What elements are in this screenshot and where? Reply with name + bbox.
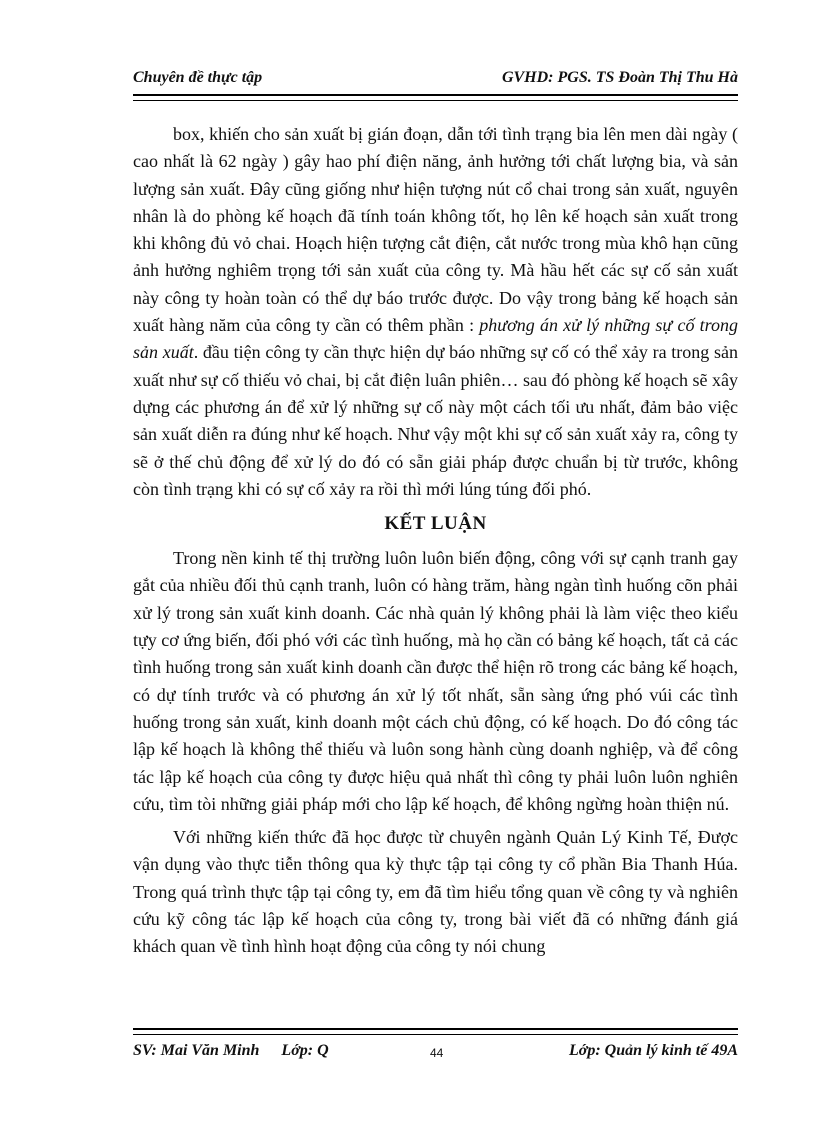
body-paragraph-2: Trong nền kinh tế thị trường luôn luôn biến động, công với sự cạnh tranh gay gắt của nhiều đối thủ cạnh tranh, luôn có hàng trăm, hàng ngàn tình huống cõn phải xử lý trong sản xuất kinh doanh. Các nhà quản lý không phải là làm việc theo kiểu tựy cơ ứng biến, đối phó với các tình huống, mà họ cần có bảng kế hoạch, tất cả các tình huống trong sản xuất kinh doanh cần được thể hiện rõ trong các bảng kế hoạch, có dự tính trước và có phương án xử lý tốt nhất, sẵn sàng ứng phó vúi các tình huống trong sản xuất, kinh doanh một cách chủ động, có kế hoạch. Do đó công tác lập kế hoạch là không thể thiếu và luôn song hành cùng doanh nghiệp, và để công tác lập kế hoạch của công ty được hiệu quả nhất thì công ty phải luôn luôn nghiên cứu, tìm tòi những giải pháp mới cho lập kế hoạch, để không ngừng hoàn thiện nú. (133, 548, 738, 814)
section-heading: KẾT LUẬN (384, 513, 487, 535)
footer-class: Lớp: Quản lý kinh tế 49A (568, 1042, 738, 1059)
body-paragraph-1 (133, 121, 738, 503)
header-rule (133, 94, 738, 101)
page-number: 44 (430, 1046, 444, 1060)
header-title: Chuyên đề thực tập (133, 69, 263, 86)
footer-rule (133, 1028, 738, 1035)
paragraph-1-text-a: box, khiến cho sản xuất bị gián đoạn, dẫn tới tình trạng bia lên men dài ngày ( cao nhất là 62 ngày ) gây hao phí điện năng, ảnh hưởng tới chất lượng bia, và sản lượng sản xuất. Đây cũng giống như hiện tượng nút cổ chai trong sản xuất, nguyên nhân là do phòng kế hoạch đã tính toán không tốt, họ lên kế hoạch sản xuất trong khi không đủ vỏ chai. Hoạch hiện tượng cắt điện, cắt nước trong mùa khô hạn cũng ảnh hưởng nghiêm trọng tới sản xuất của công ty. Mà hầu hết các sự cố sản xuất này công ty hoàn toàn có thể dự báo trước được. Do vậy trong bảng kế hoạch sản xuất hàng năm của công ty cần có thêm phần : (133, 124, 738, 336)
page-body (133, 121, 738, 961)
paragraph-1-emphasis: phương án xử lý những sự cố trong sản xuất (133, 315, 739, 363)
body-paragraph-3: Với những kiến thức đã học được từ chuyên ngành Quản Lý Kinh Tế, Được vận dụng vào thực tiễn thông qua kỳ thực tập tại công ty cổ phần Bia Thanh Húa. Trong quá trình thực tập tại công ty, em đã tìm hiểu tổng quan về công ty và nghiên cứu kỹ công tác lập kế hoạch của công ty, trong bài viết đã có những đánh giá khách quan về tình hình hoạt động của công ty nói chung (133, 827, 738, 957)
footer-student (133, 1042, 329, 1060)
header-advisor: GVHD: PGS. TS Đoàn Thị Thu Hà (501, 69, 738, 86)
student-name: SV: Mai Văn Minh (133, 1042, 260, 1059)
student-class-short: Lớp: Q (281, 1042, 329, 1059)
page-header (133, 66, 738, 92)
page-footer (133, 1040, 738, 1064)
paragraph-1-text-b: . đầu tiện công ty cần thực hiện dự báo những sự cố có thể xảy ra trong sản xuất như sự cố thiếu vỏ chai, bị cắt điện luân phiên… sau đó phòng kế hoạch sẽ xây dựng các phương án để xử lý những sự cố này một cách tối ưu nhất, đảm bảo việc sản xuất diễn ra đúng như kế hoạch. Như vậy một khi sự cố sản xuất xảy ra, công ty sẽ ở thế chủ động để xử lý do đó có sẵn giải pháp được chuẩn bị từ trước, không còn tình trạng khi có sự cố xảy ra rồi thì mới lúng túng đối phó. (133, 342, 738, 499)
